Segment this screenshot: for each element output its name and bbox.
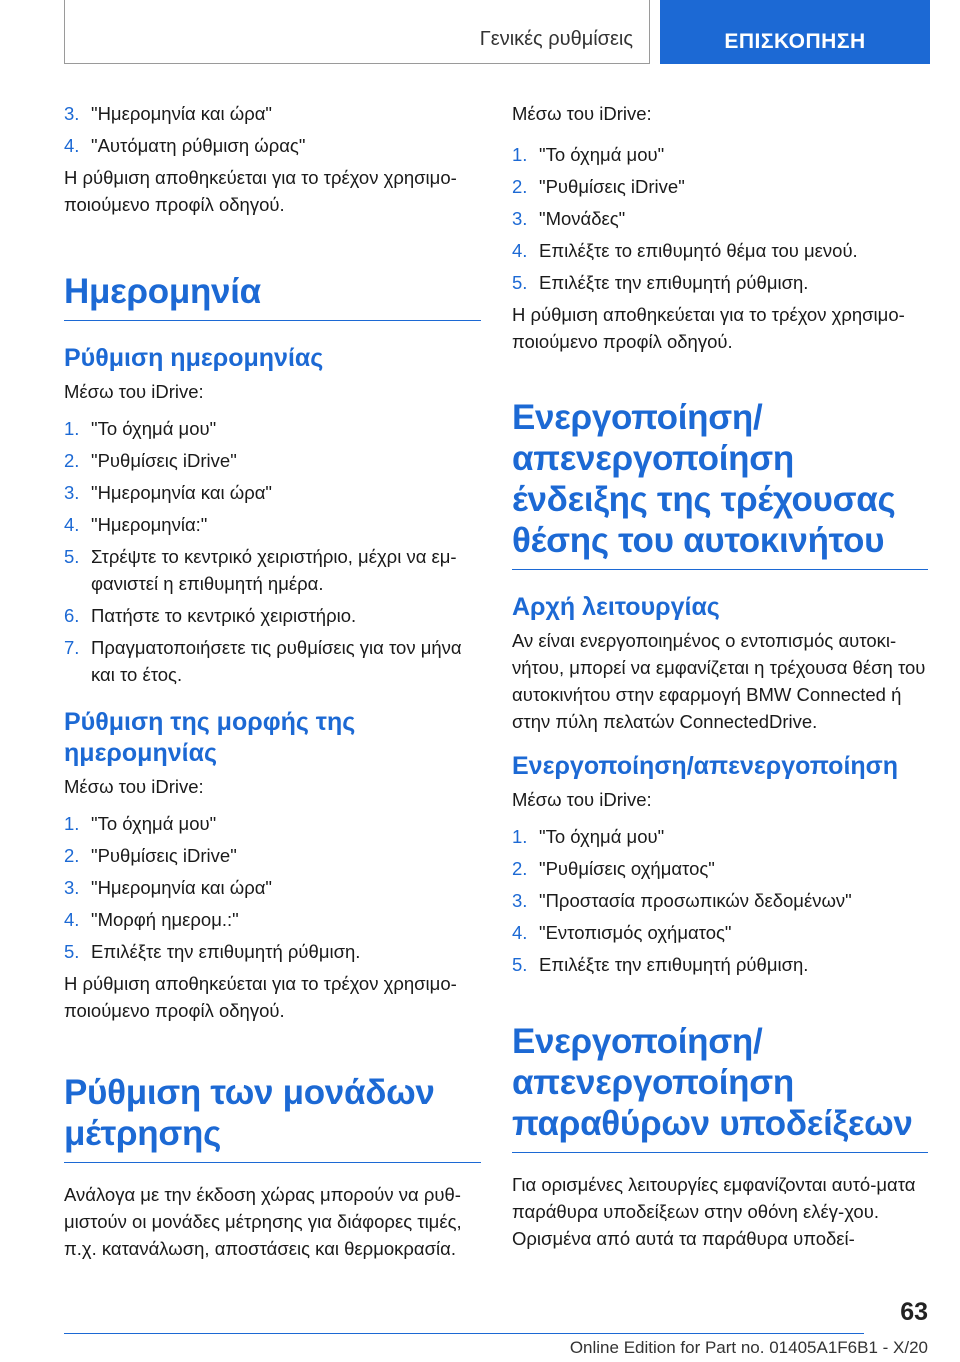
heading-date: Ημερομηνία xyxy=(64,272,261,311)
section-title: Γενικές ρυθμίσεις xyxy=(479,28,633,50)
step-number: 4. xyxy=(512,240,528,261)
list-item xyxy=(512,269,928,296)
via-idrive-text: Μέσω του iDrive: xyxy=(64,381,204,402)
list-item xyxy=(64,415,481,442)
step-text: "Ρυθμίσεις iDrive" xyxy=(539,176,685,197)
list-item xyxy=(512,951,928,978)
step-number: 1. xyxy=(512,144,528,165)
hint-windows-paragraph: Για ορισμένες λειτουργίες εμφανίζονται αυτό-ματα παράθυρα υποδείξεων στην οθόνη ελέγ-χου. Ορισμένα από αυτά τα παράθυρα υποδεί- xyxy=(512,1174,916,1249)
heading-principle: Αρχή λειτουργίας xyxy=(512,593,720,621)
step-number: 3. xyxy=(64,103,80,124)
step-number: 5. xyxy=(64,941,80,962)
list-item xyxy=(64,602,481,629)
list-item xyxy=(512,823,928,850)
step-number: 2. xyxy=(512,176,528,197)
list-item xyxy=(64,132,481,159)
list-item xyxy=(64,906,481,933)
step-number: 4. xyxy=(64,909,80,930)
list-item xyxy=(512,919,928,946)
profile-note: Η ρύθμιση αποθηκεύεται για το τρέχον χρησιμο-ποιούμενο προφίλ οδηγού. xyxy=(64,973,457,1021)
units-steps-list xyxy=(512,141,928,296)
list-item xyxy=(512,855,928,882)
step-text: "Προστασία προσωπικών δεδομένων" xyxy=(539,890,852,911)
edition-footer: Online Edition for Part no. 01405A1F6B1 - X/20 xyxy=(569,1338,928,1357)
units-paragraph: Ανάλογα με την έκδοση χώρας μπορούν να ρυθ-μιστούν οι μονάδες μέτρησης για διάφορες τιμές, π.χ. κατανάλωση, αποστάσεις και θερμοκρασία. xyxy=(64,1184,462,1259)
step-number: 4. xyxy=(64,514,80,535)
profile-note: Η ρύθμιση αποθηκεύεται για το τρέχον χρησιμο-ποιούμενο προφίλ οδηγού. xyxy=(512,304,905,352)
step-text: "Ημερομηνία και ώρα" xyxy=(91,877,272,898)
step-text: "Ρυθμίσεις iDrive" xyxy=(91,845,237,866)
list-item xyxy=(512,173,928,200)
step-number: 1. xyxy=(64,418,80,439)
list-item xyxy=(512,887,928,914)
step-number: 3. xyxy=(512,208,528,229)
profile-note: Η ρύθμιση αποθηκεύεται για το τρέχον χρησιμο-ποιούμενο προφίλ οδηγού. xyxy=(64,167,457,215)
list-item xyxy=(64,447,481,474)
step-text: "Ημερομηνία και ώρα" xyxy=(91,482,272,503)
step-text: "Ημερομηνία και ώρα" xyxy=(91,103,272,124)
right-column xyxy=(512,100,928,1252)
step-text: "Το όχημά μου" xyxy=(91,418,217,439)
step-number: 3. xyxy=(64,482,80,503)
step-text: Πραγματοποιήσετε τις ρυθμίσεις για τον μήνα και το έτος. xyxy=(91,637,462,685)
date-steps-list xyxy=(64,415,481,688)
step-text: "Το όχημά μου" xyxy=(539,144,665,165)
heading-date-format: Ρύθμιση της μορφής της ημερομηνίας xyxy=(64,708,356,767)
step-number: 6. xyxy=(64,605,80,626)
list-item xyxy=(64,543,481,597)
section-header-box xyxy=(64,0,650,64)
step-text: "Ρυθμίσεις iDrive" xyxy=(91,450,237,471)
step-number: 7. xyxy=(64,637,80,658)
step-number: 2. xyxy=(64,450,80,471)
left-column xyxy=(64,100,481,1262)
list-item xyxy=(64,634,481,688)
step-number: 4. xyxy=(512,922,528,943)
footer-rule xyxy=(64,1333,864,1334)
step-text: "Μονάδες" xyxy=(539,208,626,229)
step-text: "Ημερομηνία:" xyxy=(91,514,208,535)
step-number: 1. xyxy=(64,813,80,834)
step-text: "Μορφή ημερομ.:" xyxy=(91,909,239,930)
list-item xyxy=(64,810,481,837)
list-item xyxy=(64,938,481,965)
step-number: 3. xyxy=(64,877,80,898)
toggle-steps-list xyxy=(512,823,928,978)
step-number: 2. xyxy=(512,858,528,879)
heading-toggle: Ενεργοποίηση/απενεργοποίηση xyxy=(512,752,899,780)
step-text: Πατήστε το κεντρικό χειριστήριο. xyxy=(91,605,357,626)
heading-position-display: Ενεργοποίηση/απενεργοποίηση ένδειξης της τρέχουσας θέσης του αυτοκινήτου xyxy=(512,398,896,560)
heading-set-date: Ρύθμιση ημερομηνίας xyxy=(64,344,324,372)
list-item xyxy=(64,511,481,538)
step-number: 5. xyxy=(512,954,528,975)
list-item xyxy=(64,874,481,901)
list-item xyxy=(512,205,928,232)
list-item xyxy=(64,842,481,869)
step-text: Επιλέξτε την επιθυμητή ρύθμιση. xyxy=(539,272,809,293)
step-text: Επιλέξτε την επιθυμητή ρύθμιση. xyxy=(91,941,361,962)
step-text: "Ρυθμίσεις οχήματος" xyxy=(539,858,715,879)
step-number: 2. xyxy=(64,845,80,866)
step-number: 5. xyxy=(64,546,80,567)
format-steps-list xyxy=(64,810,481,965)
list-item xyxy=(64,100,481,127)
via-idrive-text: Μέσω του iDrive: xyxy=(512,103,652,124)
via-idrive-text: Μέσω του iDrive: xyxy=(64,776,204,797)
step-number: 5. xyxy=(512,272,528,293)
step-text: Επιλέξτε το επιθυμητό θέμα του μενού. xyxy=(539,240,858,261)
heading-hint-windows: Ενεργοποίηση/απενεργοποίηση παραθύρων υποδείξεων xyxy=(512,1022,913,1143)
step-text: "Εντοπισμός οχήματος" xyxy=(539,922,732,943)
step-number: 1. xyxy=(512,826,528,847)
overview-tab[interactable]: ΕΠΙΣΚΟΠΗΣΗ xyxy=(660,0,930,64)
step-text: "Το όχημά μου" xyxy=(539,826,665,847)
step-text: "Το όχημά μου" xyxy=(91,813,217,834)
page-number: 63 xyxy=(900,1298,928,1326)
heading-units: Ρύθμιση των μονάδων μέτρησης xyxy=(64,1073,435,1153)
step-text: Στρέψτε το κεντρικό χειριστήριο, μέχρι να εμ-φανιστεί η επιθυμητή ημέρα. xyxy=(91,546,457,594)
principle-paragraph: Αν είναι ενεργοποιημένος ο εντοπισμός αυτοκι-νήτου, μπορεί να εμφανίζεται η τρέχουσα θέση του αυτοκινήτου στην εφαρμογή BMW Connected ή στην πύλη πελατών ConnectedDrive. xyxy=(512,630,926,732)
page-header xyxy=(64,0,930,64)
step-number: 4. xyxy=(64,135,80,156)
list-item xyxy=(512,141,928,168)
step-number: 3. xyxy=(512,890,528,911)
via-idrive-text: Μέσω του iDrive: xyxy=(512,789,652,810)
list-item xyxy=(64,479,481,506)
list-item xyxy=(512,237,928,264)
time-steps-list xyxy=(64,100,481,159)
step-text: Επιλέξτε την επιθυμητή ρύθμιση. xyxy=(539,954,809,975)
step-text: "Αυτόματη ρύθμιση ώρας" xyxy=(91,135,306,156)
